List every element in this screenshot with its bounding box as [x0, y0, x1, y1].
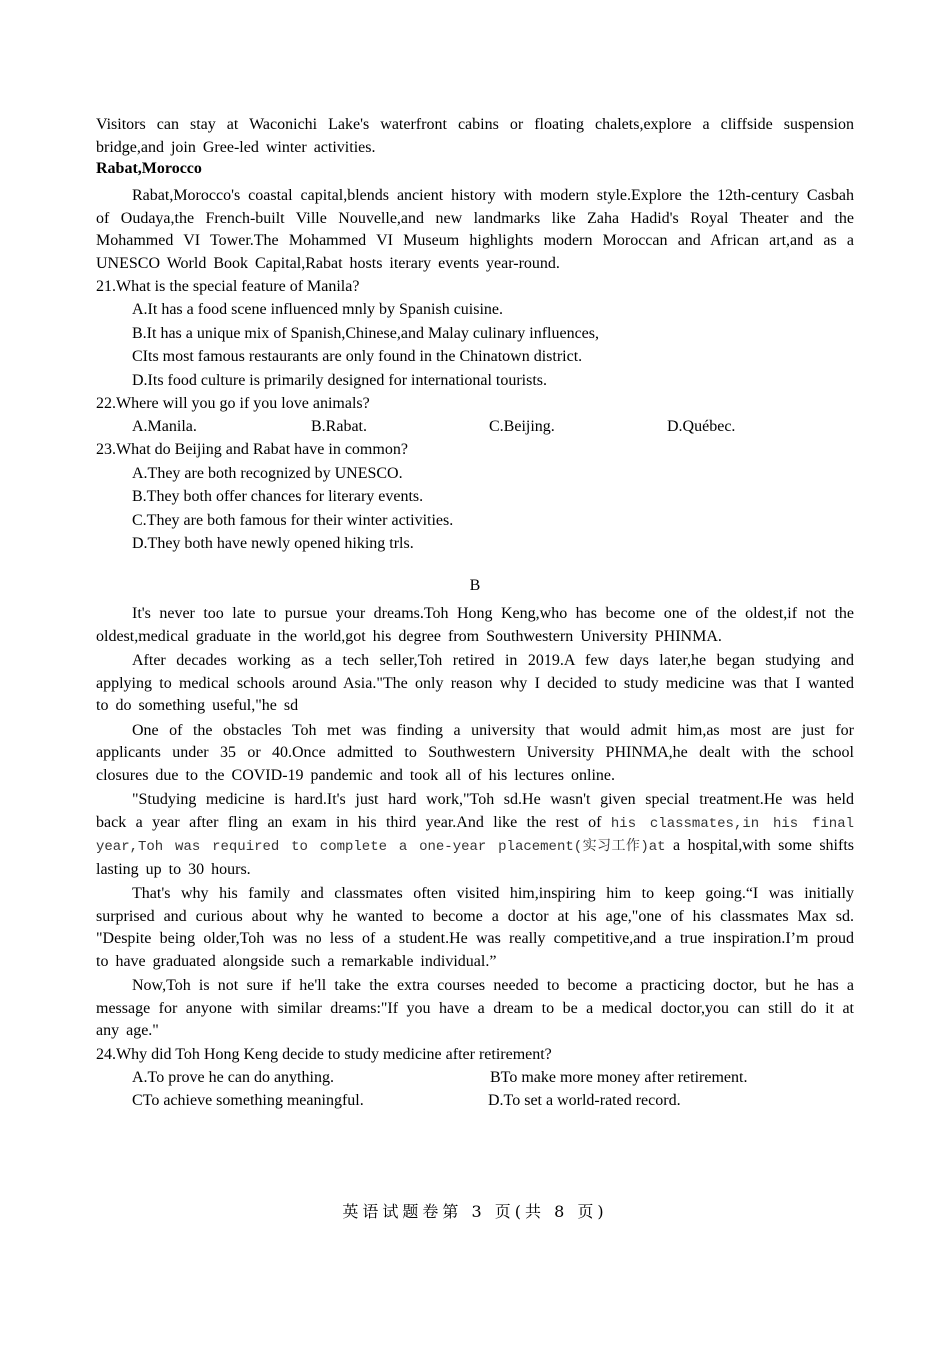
passage-b-paragraph-6: Now,Toh is not sure if he'll take the extra courses needed to become a practicing doctor, but he has a message for anyone with similar dreams:"If you have a dream to be a medical doctor,you can still do it at any age." — [96, 977, 854, 1040]
question-23: 23.What do Beijing and Rabat have in common? — [96, 441, 408, 459]
passage-b-paragraph-5: That's why his family and classmates often visited him,inspiring him to keep going.“I was initially surprised and curious about why he wanted to become a doctor at his age,"one of his classmates Max sd. "Despite being older,Toh was no less of a student.He was really competitive,and a true inspiration.I’m proud to have graduated alongside such a remarkable individual.” — [96, 885, 854, 970]
q23-option-b: B.They both offer chances for literary events. — [132, 488, 424, 506]
rabat-heading: Rabat,Morocco — [96, 160, 202, 177]
passage-b-paragraph-2: After decades working as a tech seller,Toh retired in 2019.A few days later,he began studying and applying to medical schools around Asia."The only reason why I decided to study medicine was that I wanted to do something useful,"he sd — [96, 652, 854, 715]
q21-option-d: D.Its food culture is primarily designed for international tourists. — [132, 371, 548, 389]
question-22: 22.Where will you go if you love animals? — [96, 395, 370, 413]
q24-options-row-1 — [132, 1066, 854, 1089]
rabat-paragraph: Rabat,Morocco's coastal capital,blends ancient history with modern style.Explore the 12th-century Casbah of Oudaya,the French-built Ville Nouvelle,and new landmarks like Zaha Hadid's Royal Theater and the Mohammed VI Tower.The Mohammed VI Museum highlights modern Moroccan and African art,and as a UNESCO World Book Capital,Rabat hosts iterary events year-round. — [96, 187, 854, 272]
q22-option-a: A.Manila. — [132, 418, 197, 436]
page-footer: 英语试题卷第 3 页(共 8 页) — [342, 1202, 608, 1221]
p4-text-start: "Studying medicine is hard.It's just hard work,"Toh sd.He wasn't given special treatment.He was held back a year after fling an exam in his third year.And like the rest of — [96, 791, 854, 831]
intro-paragraph: Visitors can stay at Waconichi Lake's waterfront cabins or floating chalets,explore a cliffside suspension bridge,and join Gree-led winter activities. — [96, 116, 854, 156]
passage-b-paragraph-3: One of the obstacles Toh met was finding a university that would admit him,as most are just for applicants under 35 or 40.Once admitted to Southwestern University PHINMA,he dealt with the school closures due to the COVID-19 pandemic and took all of his lectures online. — [96, 721, 854, 784]
q24-option-d: D.To set a world-rated record. — [488, 1092, 681, 1110]
q21-option-c: CIts most famous restaurants are only found in the Chinatown district. — [132, 348, 583, 366]
passage-b-paragraph-1: It's never too late to pursue your dreams.Toh Hong Keng,who has become one of the oldest,if not the oldest,medical graduate in the world,got his degree from Southwestern University PHINMA. — [96, 605, 854, 645]
question-21: 21.What is the special feature of Manila? — [96, 278, 360, 295]
q23-option-c: C.They are both famous for their winter activities. — [132, 511, 454, 529]
q24-option-c: CTo achieve something meaningful. — [132, 1092, 364, 1110]
q24-option-a: A.To prove he can do anything. — [132, 1069, 334, 1087]
q22-option-b: B.Rabat. — [311, 418, 367, 436]
q22-option-c: C.Beijing. — [489, 418, 555, 436]
section-b-title: B — [469, 577, 481, 595]
q24-option-b: BTo make more money after retirement. — [490, 1069, 748, 1087]
q23-option-a: A.They are both recognized by UNESCO. — [132, 464, 403, 482]
p4-text-end: a hospital,with some shifts lasting up to 30 hours. — [96, 837, 854, 878]
q22-option-d: D.Québec. — [667, 418, 736, 436]
q21-option-b: B.It has a unique mix of Spanish,Chinese,and Malay culinary influences, — [132, 324, 600, 342]
q21-option-a: A.It has a food scene influenced mnly by Spanish cuisine. — [132, 301, 504, 319]
question-24: 24.Why did Toh Hong Keng decide to study medicine after retirement? — [96, 1045, 552, 1063]
q24-options-row-2 — [132, 1089, 854, 1112]
q22-options — [132, 415, 854, 438]
passage-b-paragraph-4 — [96, 789, 854, 881]
p4-text-mono: his classmates,in his final year,Toh was required to complete a one-year placement(实习工作)at — [96, 815, 854, 856]
q23-option-d: D.They both have newly opened hiking trls. — [132, 535, 414, 553]
document-page — [96, 114, 854, 1112]
